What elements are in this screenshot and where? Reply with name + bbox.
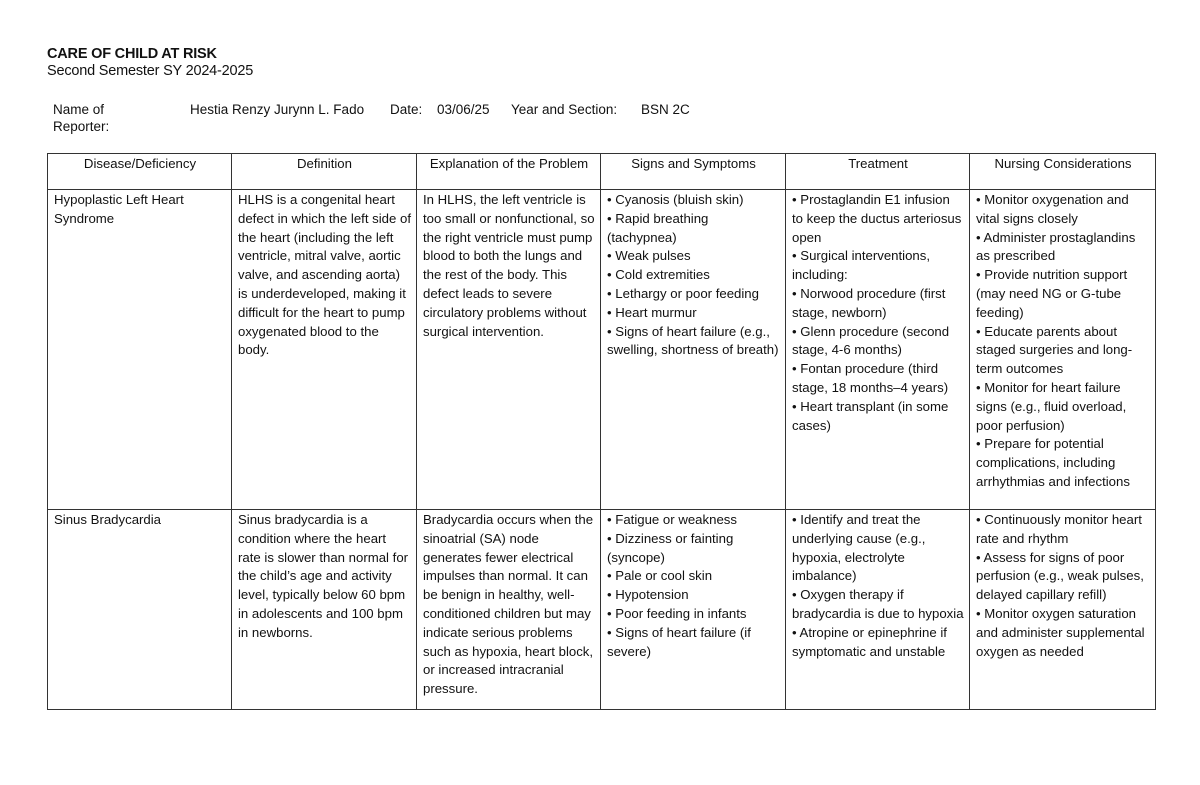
reporter-name-value: Hestia Renzy Jurynn L. Fado xyxy=(190,102,365,117)
bullet-item: • Weak pulses xyxy=(607,248,691,264)
disease-table xyxy=(47,153,1156,710)
definition-cell: Sinus bradycardia is a condition where the heart rate is slower than normal for the child’s age and activity level, typically below 60 bpm in adolescents and 100 bpm in newborns. xyxy=(232,510,417,710)
column-header-disease: Disease/Deficiency xyxy=(48,154,232,190)
nursing-cell xyxy=(970,510,1156,710)
signs-cell xyxy=(601,510,786,710)
bullet-item: • Cold extremities xyxy=(607,267,710,283)
bullet-item: • Poor feeding in infants xyxy=(607,605,747,621)
disease-cell: Hypoplastic Left Heart Syndrome xyxy=(48,190,232,510)
bullet-item: • Continuously monitor heart rate and rhythm xyxy=(976,512,1142,546)
bullet-item: • Heart murmur xyxy=(607,304,697,320)
bullet-item: • Norwood procedure (first stage, newborn) xyxy=(792,285,946,320)
date-label: Date: xyxy=(390,102,423,117)
reporter-name-label: Name of Reporter: xyxy=(53,102,110,134)
bullet-item: • Atropine or epinephrine if symptomatic and unstable xyxy=(792,624,947,659)
bullet-item: • Monitor oxygen saturation and administer supplemental oxygen as needed xyxy=(976,605,1145,659)
disease-cell: Sinus Bradycardia xyxy=(48,510,232,710)
table-header-row xyxy=(48,154,1156,190)
column-header-treatment: Treatment xyxy=(786,154,970,190)
column-header-nursing: Nursing Considerations xyxy=(970,154,1156,190)
reporter-info xyxy=(47,101,1155,137)
explanation-cell: In HLHS, the left ventricle is too small or nonfunctional, so the right ventricle must pump blood to both the lungs and the rest of the body. This defect leads to severe circulatory problems without surgical intervention. xyxy=(417,190,601,510)
bullet-item: • Fatigue or weakness xyxy=(607,512,737,527)
column-header-signs: Signs and Symptoms xyxy=(601,154,786,190)
bullet-item: • Rapid breathing (tachypnea) xyxy=(607,210,709,245)
bullet-item: • Signs of heart failure (if severe) xyxy=(607,624,751,659)
signs-cell xyxy=(601,190,786,510)
bullet-item: • Glenn procedure (second stage, 4-6 months) xyxy=(792,323,950,358)
nursing-cell xyxy=(970,190,1156,510)
year-section-label: Year and Section: xyxy=(511,102,618,117)
bullet-item: • Oxygen therapy if bradycardia is due to hypoxia xyxy=(792,587,964,621)
bullet-item: • Prostaglandin E1 infusion to keep the ductus arteriosus open xyxy=(792,192,962,245)
explanation-cell: Bradycardia occurs when the sinoatrial (SA) node generates fewer electrical impulses than normal. It can be benign in healthy, well-conditioned children but may indicate serious problems such as hypoxia, heart block, or increased intracranial pressure. xyxy=(417,510,601,710)
bullet-item: • Fontan procedure (third stage, 18 months–4 years) xyxy=(792,361,949,395)
document-page xyxy=(47,46,1155,697)
bullet-item: • Lethargy or poor feeding xyxy=(607,285,759,301)
column-header-definition: Definition xyxy=(232,154,417,190)
bullet-item: • Surgical interventions, including: xyxy=(792,248,931,283)
bullet-item: • Assess for signs of poor perfusion (e.g., weak pulses, delayed capillary refill) xyxy=(976,549,1144,603)
document-title: CARE OF CHILD AT RISK xyxy=(47,46,217,62)
treatment-cell xyxy=(786,190,970,510)
bullet-item: • Identify and treat the underlying cause (e.g., hypoxia, electrolyte imbalance) xyxy=(792,512,926,584)
bullet-item: • Pale or cool skin xyxy=(607,568,713,584)
date-value: 03/06/25 xyxy=(437,102,490,117)
bullet-item: • Educate parents about staged surgeries and long-term outcomes xyxy=(976,323,1133,377)
bullet-item: • Hypotension xyxy=(607,587,689,603)
bullet-item: • Monitor for heart failure signs (e.g., fluid overload, poor perfusion) xyxy=(976,379,1127,433)
bullet-item: • Monitor oxygenation and vital signs closely xyxy=(976,192,1129,226)
year-section-value: BSN 2C xyxy=(641,102,690,117)
table-row xyxy=(48,510,1156,710)
treatment-cell xyxy=(786,510,970,710)
bullet-item: • Dizziness or fainting (syncope) xyxy=(607,530,734,565)
column-header-explanation: Explanation of the Problem xyxy=(417,154,601,190)
bullet-item: • Heart transplant (in some cases) xyxy=(792,398,949,433)
definition-cell: HLHS is a congenital heart defect in which the left side of the heart (including the left ventricle, mitral valve, aortic valve, and ascending aorta) is underdeveloped, making it difficult for the heart to pump oxygenated blood to the body. xyxy=(232,190,417,510)
bullet-item: • Provide nutrition support (may need NG or G-tube feeding) xyxy=(976,267,1128,320)
bullet-item: • Cyanosis (bluish skin) xyxy=(607,192,744,207)
bullet-item: • Signs of heart failure (e.g., swelling, shortness of breath) xyxy=(607,323,779,358)
table-row xyxy=(48,190,1156,510)
bullet-item: • Prepare for potential complications, including arrhythmias and infections xyxy=(976,436,1130,489)
bullet-item: • Administer prostaglandins as prescribed xyxy=(976,229,1136,264)
document-subtitle: Second Semester SY 2024-2025 xyxy=(47,63,254,79)
